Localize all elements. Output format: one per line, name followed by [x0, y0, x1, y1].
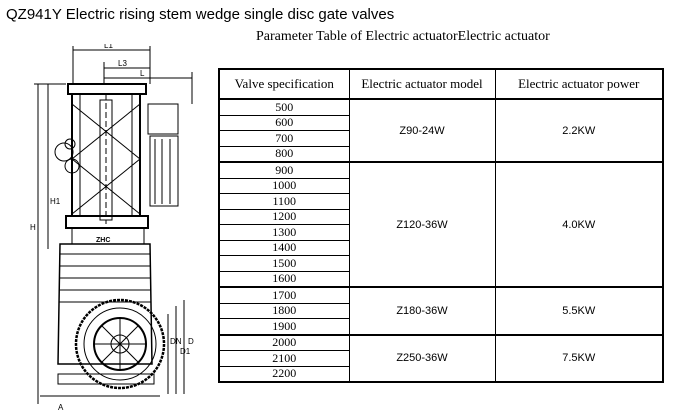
spec-cell: 1600: [219, 271, 349, 287]
spec-cell: 1500: [219, 256, 349, 272]
spec-cell: 1200: [219, 209, 349, 225]
power-cell: 5.5KW: [495, 287, 663, 335]
spec-cell: 1400: [219, 240, 349, 256]
model-cell: Z180-36W: [349, 287, 495, 335]
spec-cell: 2000: [219, 335, 349, 351]
spec-cell: 600: [219, 115, 349, 131]
spec-cell: 1900: [219, 319, 349, 335]
spec-cell: 1300: [219, 225, 349, 241]
dim-label-l1: L1: [104, 44, 113, 50]
dim-label-h: H: [30, 223, 36, 232]
spec-cell: 1100: [219, 194, 349, 210]
model-cell: Z250-36W: [349, 335, 495, 383]
model-cell: Z90-24W: [349, 99, 495, 162]
spec-cell: 700: [219, 131, 349, 147]
spec-cell: 1700: [219, 287, 349, 303]
dim-label-dn: DN: [170, 337, 182, 346]
spec-cell: 2100: [219, 351, 349, 367]
spec-cell: 2200: [219, 366, 349, 382]
dim-label-l: L: [140, 69, 145, 78]
header-actuator-model: Electric actuator model: [349, 69, 495, 99]
page-title: QZ941Y Electric rising stem wedge single disc gate valves: [6, 6, 395, 23]
spec-cell: 1800: [219, 303, 349, 319]
body-plate-text: ZHC: [96, 237, 111, 244]
parameter-table: [218, 68, 664, 383]
table-caption: Parameter Table of Electric actuatorElectric actuator: [256, 29, 550, 44]
power-cell: 7.5KW: [495, 335, 663, 383]
dim-label-l3: L3: [118, 59, 127, 68]
model-cell: Z120-36W: [349, 162, 495, 287]
power-cell: 2.2KW: [495, 99, 663, 162]
dim-label-a: A: [58, 403, 64, 412]
header-actuator-power: Electric actuator power: [495, 69, 663, 99]
spec-cell: 900: [219, 162, 349, 178]
dim-label-d1: D1: [180, 347, 191, 356]
power-cell: 4.0KW: [495, 162, 663, 287]
spec-cell: 800: [219, 146, 349, 162]
spec-cell: 500: [219, 99, 349, 115]
valve-drawing: [0, 44, 215, 418]
dim-label-h1: H1: [50, 197, 61, 206]
header-valve-specification: Valve specification: [219, 69, 349, 99]
spec-cell: 1000: [219, 178, 349, 194]
dim-label-d: D: [188, 337, 194, 346]
